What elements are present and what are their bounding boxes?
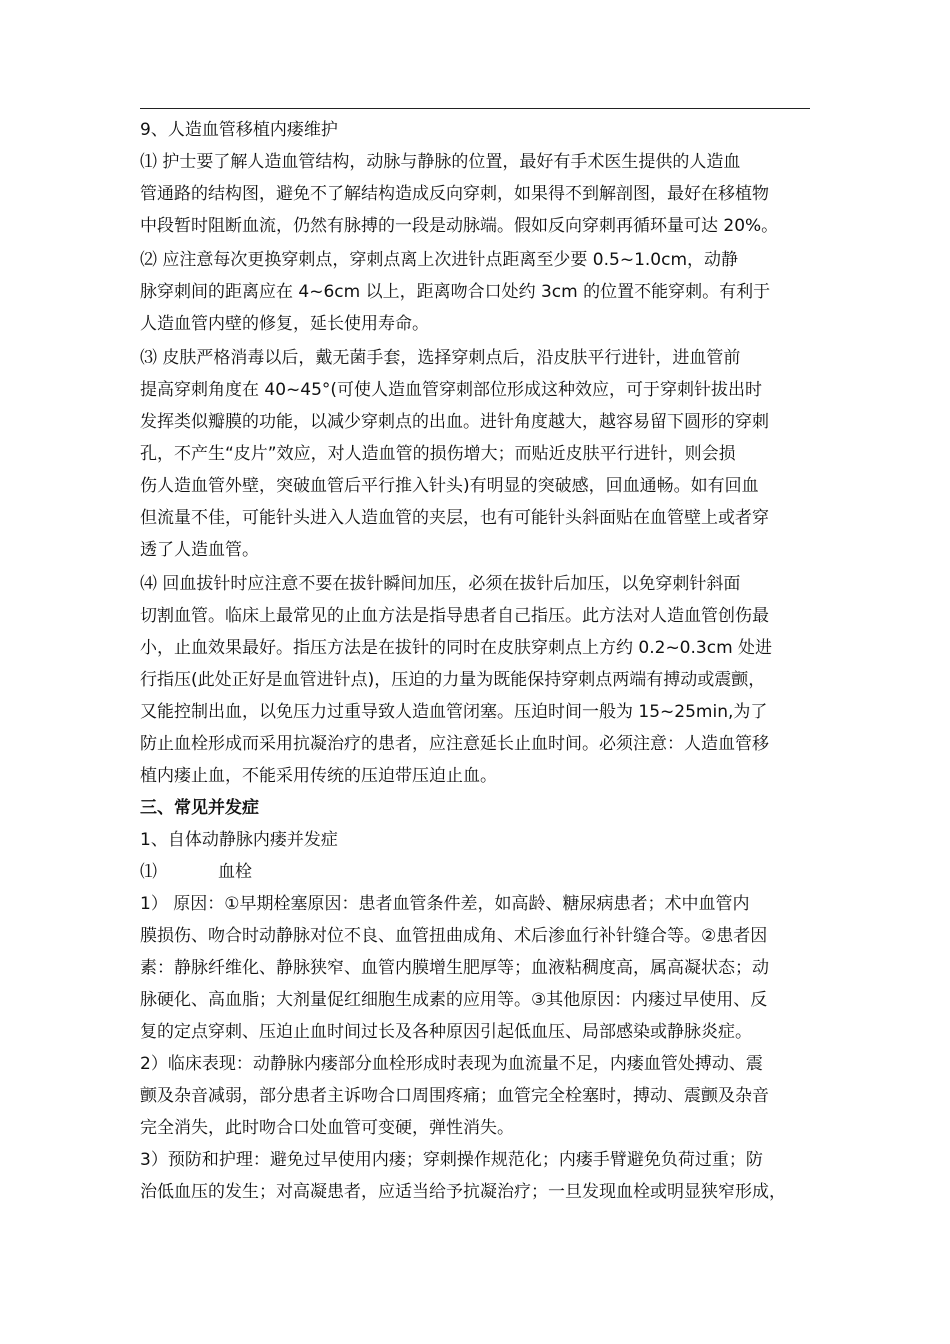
header-rule bbox=[140, 108, 810, 109]
item-number: ⑴ bbox=[140, 862, 157, 882]
text-line: 伤人造血管外壁，突破血管后平行推入针头)有明显的突破感，回血通畅。如有回血 bbox=[140, 476, 759, 496]
text-line: 素：静脉纤维化、静脉狭窄、血管内膜增生肥厚等；血液粘稠度高，属高凝状态；动 bbox=[140, 958, 769, 978]
text-line: 行指压(此处正好是血管进针点)，压迫的力量为既能保持穿刺点两端有搏动或震颤， bbox=[140, 670, 766, 690]
section-heading-9: 9、人造血管移植内瘘维护 bbox=[140, 120, 338, 140]
text-line: 完全消失，此时吻合口处血管可变硬，弹性消失。 bbox=[140, 1118, 514, 1138]
text-line: 切割血管。临床上最常见的止血方法是指导患者自己指压。此方法对人造血管创伤最 bbox=[140, 606, 769, 626]
text-line: 颤及杂音减弱，部分患者主诉吻合口周围疼痛；血管完全栓塞时，搏动、震颤及杂音 bbox=[140, 1086, 769, 1106]
text-line: 人造血管内壁的修复，延长使用寿命。 bbox=[140, 314, 429, 334]
text-line: 膜损伤、吻合时动静脉对位不良、血管扭曲成角、术后渗血行补针缝合等。②患者因 bbox=[140, 926, 768, 946]
text-line: 透了人造血管。 bbox=[140, 540, 259, 560]
subsection-heading-thrombosis bbox=[140, 856, 812, 888]
text-line: 脉硬化、高血脂；大剂量促红细胞生成素的应用等。③其他原因：内瘘过早使用、反 bbox=[140, 990, 768, 1010]
paragraph-2 bbox=[140, 244, 812, 340]
paragraph-clinical bbox=[140, 1048, 812, 1144]
text-line: 脉穿刺间的距离应在 4~6cm 以上，距离吻合口处约 3cm 的位置不能穿刺。有利于 bbox=[140, 282, 771, 302]
text-line: 提高穿刺角度在 40~45°(可使人造血管穿刺部位形成这种效应，可于穿刺针拔出时 bbox=[140, 380, 763, 400]
text-line: 管通路的结构图，避免不了解结构造成反向穿刺，如果得不到解剖图，最好在移植物 bbox=[140, 184, 769, 204]
document-body bbox=[140, 114, 812, 1208]
subsection-heading-fistula: 1、自体动静脉内瘘并发症 bbox=[140, 830, 338, 850]
paragraph-cause bbox=[140, 888, 812, 1048]
paragraph-1 bbox=[140, 146, 812, 242]
text-line: 孔，不产生“皮片”效应，对人造血管的损伤增大；而贴近皮肤平行进针，则会损 bbox=[140, 444, 736, 464]
text-line: ⑷ 回血拔针时应注意不要在拔针瞬间加压，必须在拔针后加压，以免穿刺针斜面 bbox=[140, 574, 741, 594]
text-line: 3）预防和护理：避免过早使用内瘘；穿刺操作规范化；内瘘手臂避免负荷过重；防 bbox=[140, 1150, 763, 1170]
section-heading-complications: 三、常见并发症 bbox=[140, 798, 259, 818]
text-line: 中段暂时阻断血流，仍然有脉搏的一段是动脉端。假如反向穿刺再循环量可达 20%。 bbox=[140, 216, 779, 236]
text-line: ⑴ 护士要了解人造血管结构，动脉与静脉的位置，最好有手术医生提供的人造血 bbox=[140, 152, 741, 172]
text-line: 但流量不佳，可能针头进入人造血管的夹层，也有可能针头斜面贴在血管壁上或者穿 bbox=[140, 508, 769, 528]
text-line: 发挥类似瓣膜的功能，以减少穿刺点的出血。进针角度越大，越容易留下圆形的穿刺 bbox=[140, 412, 769, 432]
text-line: 又能控制出血，以免压力过重导致人造血管闭塞。压迫时间一般为 15~25min,为了 bbox=[140, 702, 768, 722]
text-line: 植内瘘止血，不能采用传统的压迫带压迫止血。 bbox=[140, 766, 497, 786]
paragraph-3 bbox=[140, 342, 812, 566]
text-line: 小，止血效果最好。指压方法是在拔针的同时在皮肤穿刺点上方约 0.2~0.3cm 处进 bbox=[140, 638, 773, 658]
text-line: 治低血压的发生；对高凝患者，应适当给予抗凝治疗；一旦发现血栓或明显狭窄形成， bbox=[140, 1182, 786, 1202]
item-label: 血栓 bbox=[218, 862, 252, 882]
text-line: ⑶ 皮肤严格消毒以后，戴无菌手套，选择穿刺点后，沿皮肤平行进针，进血管前 bbox=[140, 348, 741, 368]
text-line: ⑵ 应注意每次更换穿刺点，穿刺点离上次进针点距离至少要 0.5~1.0cm，动静 bbox=[140, 250, 739, 270]
paragraph-prevention bbox=[140, 1144, 812, 1208]
text-line: 1） 原因：①早期栓塞原因：患者血管条件差，如高龄、糖尿病患者；术中血管内 bbox=[140, 894, 750, 914]
text-line: 防止血栓形成而采用抗凝治疗的患者，应注意延长止血时间。必须注意：人造血管移 bbox=[140, 734, 769, 754]
text-line: 复的定点穿刺、压迫止血时间过长及各种原因引起低血压、局部感染或静脉炎症。 bbox=[140, 1022, 752, 1042]
text-line: 2）临床表现：动静脉内瘘部分血栓形成时表现为血流量不足，内瘘血管处搏动、震 bbox=[140, 1054, 763, 1074]
paragraph-4 bbox=[140, 568, 812, 792]
